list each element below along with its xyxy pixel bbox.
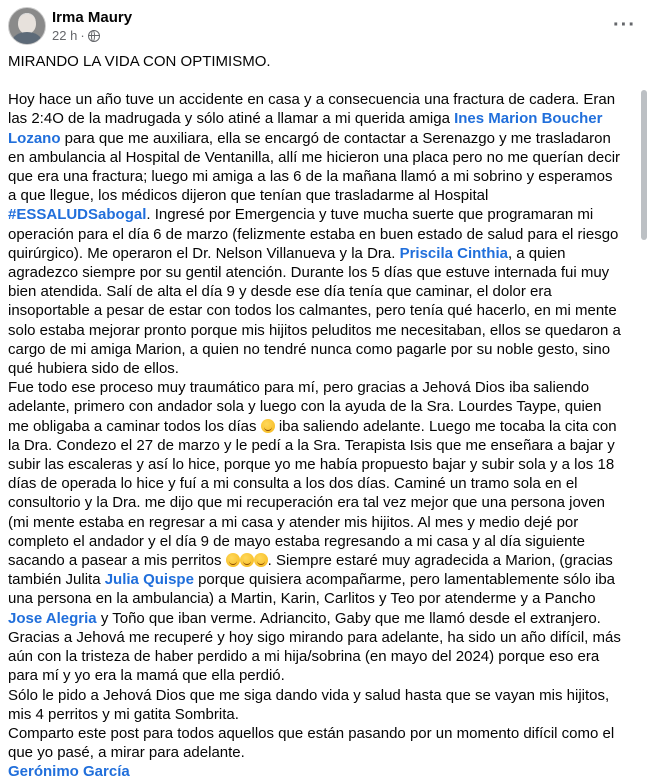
paragraph-1 xyxy=(8,90,623,378)
mention-ines[interactable]: Ines Marion Boucher Lozano xyxy=(8,110,603,147)
text: y Toño que iban verme. Adriancito, Gaby que me llamó desde el extranjero. xyxy=(96,609,601,627)
more-options-icon[interactable]: ··· xyxy=(613,14,636,36)
post-time[interactable]: 22 h xyxy=(52,28,78,43)
paragraph-3: Gracias a Jehová me recuperé y hoy sigo mirando para adelante, ha sido un año difícil, más aún con la tristeza de haber perdido a mi hija/sobrina (en mayo del 2024) porque eso era para mí y yo era la mamá que ella perdió. xyxy=(8,628,621,685)
text: , a quien agradezco siempre por su gentil atención. Durante los 5 días que estuve internada fui muy bien atendida. Salí de alta el día 9 y desde ese día tenía que caminar, el dolor era insoportable a pesar de estar con todos los calmantes, pero tenía qué hacerlo, en mi mente solo estaba mejorar pronto porque mis hijitos peluditos me necesitaban, ellos se quedaron a cargo de mi amiga Marion, a quien no tendré nunca como pagarle por su noble gesto, sino qué hubiera sido de ellos. xyxy=(8,244,621,378)
smiling-face-icon xyxy=(254,553,268,567)
post-header xyxy=(0,0,650,52)
paragraph-4: Sólo le pido a Jehová Dios que me siga dando vida y salud hasta que se vayan mis hijitos, mis 4 perritos y mi gatita Sombrita. xyxy=(8,686,610,723)
text: porque quisiera acompañarme, pero lamentablemente sólo iba una persona en la ambulancia) a Martin, Karin, Carlitos y Teo por atenderme y a Pancho xyxy=(8,571,616,608)
text: para que me auxiliara, ella se encargó de contactar a Serenazgo y me trasladaron en ambulancia al Hospital de Ventanilla, allí me hicieron una placa pero no me querían decir que era una fractura; luego mi amiga a las 6 de la mañana llamó a mi sobrino y esperamos a que llegue, los médicos dijeron que tenían que trasladarme al Hospital xyxy=(8,129,621,205)
smiling-face-icon xyxy=(261,419,275,433)
paragraph-2 xyxy=(8,378,623,628)
mention-julia[interactable]: Julia Quispe xyxy=(104,571,194,589)
hashtag-essalud[interactable]: #ESSALUDSabogal xyxy=(8,206,147,224)
post-title: MIRANDO LA VIDA CON OPTIMISMO. xyxy=(8,53,271,70)
scrollbar[interactable] xyxy=(641,90,647,240)
smiling-face-icon xyxy=(240,553,254,567)
text: Fue todo ese proceso muy traumático para mí, pero gracias a Jehová Dios iba saliendo adelante, primero con andador sola y luego con la ayuda de la Sra. Lourdes Taype, quien me obligaba a caminar todos los días xyxy=(8,379,602,435)
post-meta xyxy=(52,28,100,43)
avatar-shoulders xyxy=(12,32,42,45)
text: . Siempre estaré muy agradecida a Marion, (gracias también Julita xyxy=(8,552,613,589)
text: . Ingresé por Emergencia y tuve mucha suerte que programaran mi operación para el día 6 de marzo (felizmente estaba en buen estado de salud para el riesgo quirúrgico). Me operaron el Dr. Nelson Villanueva y la Dra. xyxy=(8,206,619,262)
mention-jose[interactable]: Jose Alegria xyxy=(8,609,97,627)
text: iba saliendo adelante. Luego me tocaba la cita con la Dra. Condezo el 27 de marzo y le pedí a la Sra. Terapista Isis que me enseñara a bajar y subir las escaleras y así lo hice, porque yo me había propuesto bajar y subir sola y a los 18 días de operada lo hice y fuí a mi consulta a los dos días. Caminé un tramo sola en el consultorio y la Dra. me dijo que mi recuperación era tal vez mejor que una persona joven (mi mente estaba en regresar a mi casa y atender mis hijitos. Al mes y medio dejé por completo el andador y el día 9 de mayo estaba regresando a mi casa y al día siguiente sacando a pasear a mis perritos xyxy=(8,417,617,570)
text: Hoy hace un año tuve un accidente en casa y a consecuencia una fractura de cadera. Eran las 2:4O de la madrugada y sólo atiné a llamar a mi querida amiga xyxy=(8,91,616,128)
avatar[interactable] xyxy=(8,7,46,45)
tagged-person[interactable]: Gerónimo García xyxy=(8,763,130,781)
avatar-face xyxy=(18,14,36,34)
post-body xyxy=(8,52,623,782)
meta-separator: · xyxy=(80,28,85,43)
author-name[interactable]: Irma Maury xyxy=(52,9,133,26)
smiling-face-icon xyxy=(226,553,240,567)
mention-priscila[interactable]: Priscila Cinthia xyxy=(399,244,508,262)
paragraph-5: Comparto este post para todos aquellos que están pasando por un momento difícil como el que yo pasé, a mirar para adelante. xyxy=(8,724,615,762)
globe-icon[interactable] xyxy=(88,30,100,42)
